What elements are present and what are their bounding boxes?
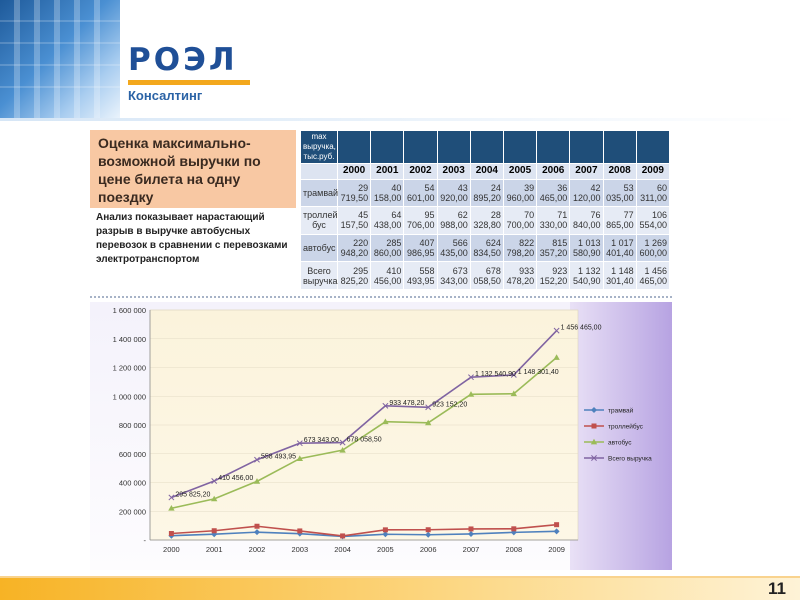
- table-cell: 1 132 540,90: [570, 262, 603, 290]
- header-divider: [0, 118, 800, 121]
- data-point: [169, 531, 174, 536]
- legend-label: автобус: [608, 439, 632, 447]
- chart-svg: [90, 302, 672, 570]
- y-tick-label: 600 000: [118, 449, 146, 459]
- table-header-cell: [603, 131, 636, 164]
- table-cell: 410 456,00: [371, 262, 404, 290]
- table-cell: 1 148 301,40: [603, 262, 636, 290]
- data-label: 1 148 301,40: [517, 368, 559, 376]
- table-cell: 39 960,00: [503, 179, 536, 207]
- slide-description: Анализ показывает нарастающий разрыв в выручке автобусных перевозок в сравнении с перевозками электротранспортом: [96, 212, 288, 265]
- legend-label: Всего выручка: [608, 455, 652, 463]
- company-logo: [128, 44, 288, 103]
- table-cell: 558 493,95: [404, 262, 437, 290]
- data-label: 410 456,00: [218, 474, 254, 482]
- table-year-cell: 2002: [404, 164, 437, 180]
- table-header-cell: [537, 131, 570, 164]
- table-cell: 815 357,20: [537, 234, 570, 262]
- table-year-cell: 2008: [603, 164, 636, 180]
- y-tick-label: 200 000: [118, 507, 146, 517]
- data-label: 1 132 540,90: [475, 371, 516, 379]
- table-header-cell: [470, 131, 503, 164]
- table-cell: 60 311,00: [636, 179, 669, 207]
- table-year-cell: 2000: [338, 164, 371, 180]
- table-cell: 43 920,00: [437, 179, 470, 207]
- table-year-cell: 2001: [371, 164, 404, 180]
- table-cell: 923 152,20: [537, 262, 570, 290]
- table-cell: 673 343,00: [437, 262, 470, 290]
- table-header-cell: [570, 131, 603, 164]
- data-point: [297, 528, 302, 533]
- table-year-cell: 2007: [570, 164, 603, 180]
- logo-accent-bar: [128, 80, 250, 85]
- table-cell: 28 328,80: [470, 207, 503, 235]
- table-year-cell: 2004: [470, 164, 503, 180]
- table-cell: 1 013 580,90: [570, 234, 603, 262]
- table-header-cell: [404, 131, 437, 164]
- table-cell: 822 798,20: [503, 234, 536, 262]
- table-row: [301, 179, 670, 207]
- table-cell: 76 840,00: [570, 207, 603, 235]
- footer-bar: [0, 578, 800, 600]
- table-cell: 295 825,20: [338, 262, 371, 290]
- table-years-corner: [301, 164, 338, 180]
- y-tick-label: -: [143, 536, 146, 545]
- table-cell: 53 035,00: [603, 179, 636, 207]
- table-cell: 407 986,95: [404, 234, 437, 262]
- table-cell: 566 435,00: [437, 234, 470, 262]
- data-point: [212, 528, 217, 533]
- table-cell: 933 478,20: [503, 262, 536, 290]
- table-cell: 106 554,00: [636, 207, 669, 235]
- data-point: [592, 424, 597, 429]
- table-cell: 45 157,50: [338, 207, 371, 235]
- table-cell: 624 834,50: [470, 234, 503, 262]
- data-label: 1 456 465,00: [560, 324, 602, 332]
- data-label: 558 493,95: [261, 453, 297, 461]
- table-row: [301, 262, 670, 290]
- y-tick-label: 800 000: [118, 421, 146, 430]
- x-tick-label: 2003: [291, 545, 309, 554]
- x-tick-label: 2007: [462, 545, 480, 554]
- table-cell: 36 465,00: [537, 179, 570, 207]
- table-row-label: автобус: [301, 234, 338, 262]
- data-label: 678 058,50: [346, 436, 382, 444]
- logo-subtitle: Консалтинг: [128, 88, 203, 103]
- table-cell: 29 719,50: [338, 179, 371, 207]
- y-tick-label: 1 000 000: [112, 392, 146, 402]
- table-cell: 1 456 465,00: [636, 262, 669, 290]
- data-label: 933 478,20: [389, 399, 425, 407]
- table-cell: 42 120,00: [570, 179, 603, 207]
- table-header-cell: [636, 131, 669, 164]
- logo-name: РОЭЛ: [128, 42, 238, 78]
- table-header-cell: [437, 131, 470, 164]
- table-row: [301, 207, 670, 235]
- slide-heading: Оценка максимально-возможной выручки по цене билета на одну поездку: [98, 135, 261, 205]
- x-tick-label: 2006: [419, 545, 437, 554]
- table-year-cell: 2005: [503, 164, 536, 180]
- y-tick-label: 1 400 000: [112, 334, 146, 344]
- x-tick-label: 2005: [377, 545, 394, 554]
- table-cell: 40 158,00: [371, 179, 404, 207]
- building-graphic: [0, 0, 120, 118]
- data-label: 673 343,00: [303, 437, 339, 445]
- table-cell: 24 895,20: [470, 179, 503, 207]
- table-header-cell: [338, 131, 371, 164]
- x-tick-label: 2009: [548, 545, 565, 554]
- data-label: 295 825,20: [175, 491, 211, 499]
- table-cell: 1 017 401,40: [603, 234, 636, 262]
- table-header-cell: [503, 131, 536, 164]
- legend-label: троллейбус: [608, 423, 643, 431]
- page-number: 11: [768, 579, 786, 598]
- table-cell: 1 269 600,00: [636, 234, 669, 262]
- table-row-label: троллей бус: [301, 207, 338, 235]
- y-tick-label: 400 000: [118, 478, 146, 488]
- y-tick-label: 1 200 000: [112, 363, 146, 373]
- data-label: 923 152,20: [432, 401, 468, 409]
- revenue-chart: [90, 302, 672, 570]
- heading-box: [90, 130, 296, 208]
- table-header-cell: [371, 131, 404, 164]
- table-cell: 220 948,20: [338, 234, 371, 262]
- table-cell: 54 601,00: [404, 179, 437, 207]
- table-year-cell: 2006: [537, 164, 570, 180]
- x-tick-label: 2008: [505, 545, 523, 554]
- data-point: [469, 526, 474, 531]
- x-tick-label: 2002: [248, 545, 266, 554]
- table-year-cell: 2009: [636, 164, 669, 180]
- table-row-label: трамвай: [301, 179, 338, 207]
- table-cell: 77 865,00: [603, 207, 636, 235]
- data-point: [426, 527, 431, 532]
- table-cell: 285 860,00: [371, 234, 404, 262]
- dotted-separator: [90, 296, 672, 298]
- y-tick-label: 1 600 000: [112, 306, 146, 315]
- data-point: [255, 524, 260, 529]
- data-point: [511, 526, 516, 531]
- legend-label: трамвай: [608, 407, 634, 415]
- x-tick-label: 2004: [334, 545, 351, 554]
- table-cell: 64 438,00: [371, 207, 404, 235]
- table-year-cell: 2003: [437, 164, 470, 180]
- table-cell: 70 700,00: [503, 207, 536, 235]
- data-point: [340, 533, 345, 538]
- table-row: [301, 234, 670, 262]
- data-point: [383, 527, 388, 532]
- data-point: [554, 522, 559, 527]
- x-tick-label: 2001: [205, 545, 223, 554]
- table-row-label: Всего выручка: [301, 262, 338, 290]
- revenue-table: [300, 130, 670, 290]
- table-cell: 71 330,00: [537, 207, 570, 235]
- x-tick-label: 2000: [163, 545, 180, 554]
- table-cell: 95 706,00: [404, 207, 437, 235]
- table-corner-label: max выручка, тыс.руб.: [301, 131, 338, 164]
- table-cell: 62 988,00: [437, 207, 470, 235]
- table-cell: 678 058,50: [470, 262, 503, 290]
